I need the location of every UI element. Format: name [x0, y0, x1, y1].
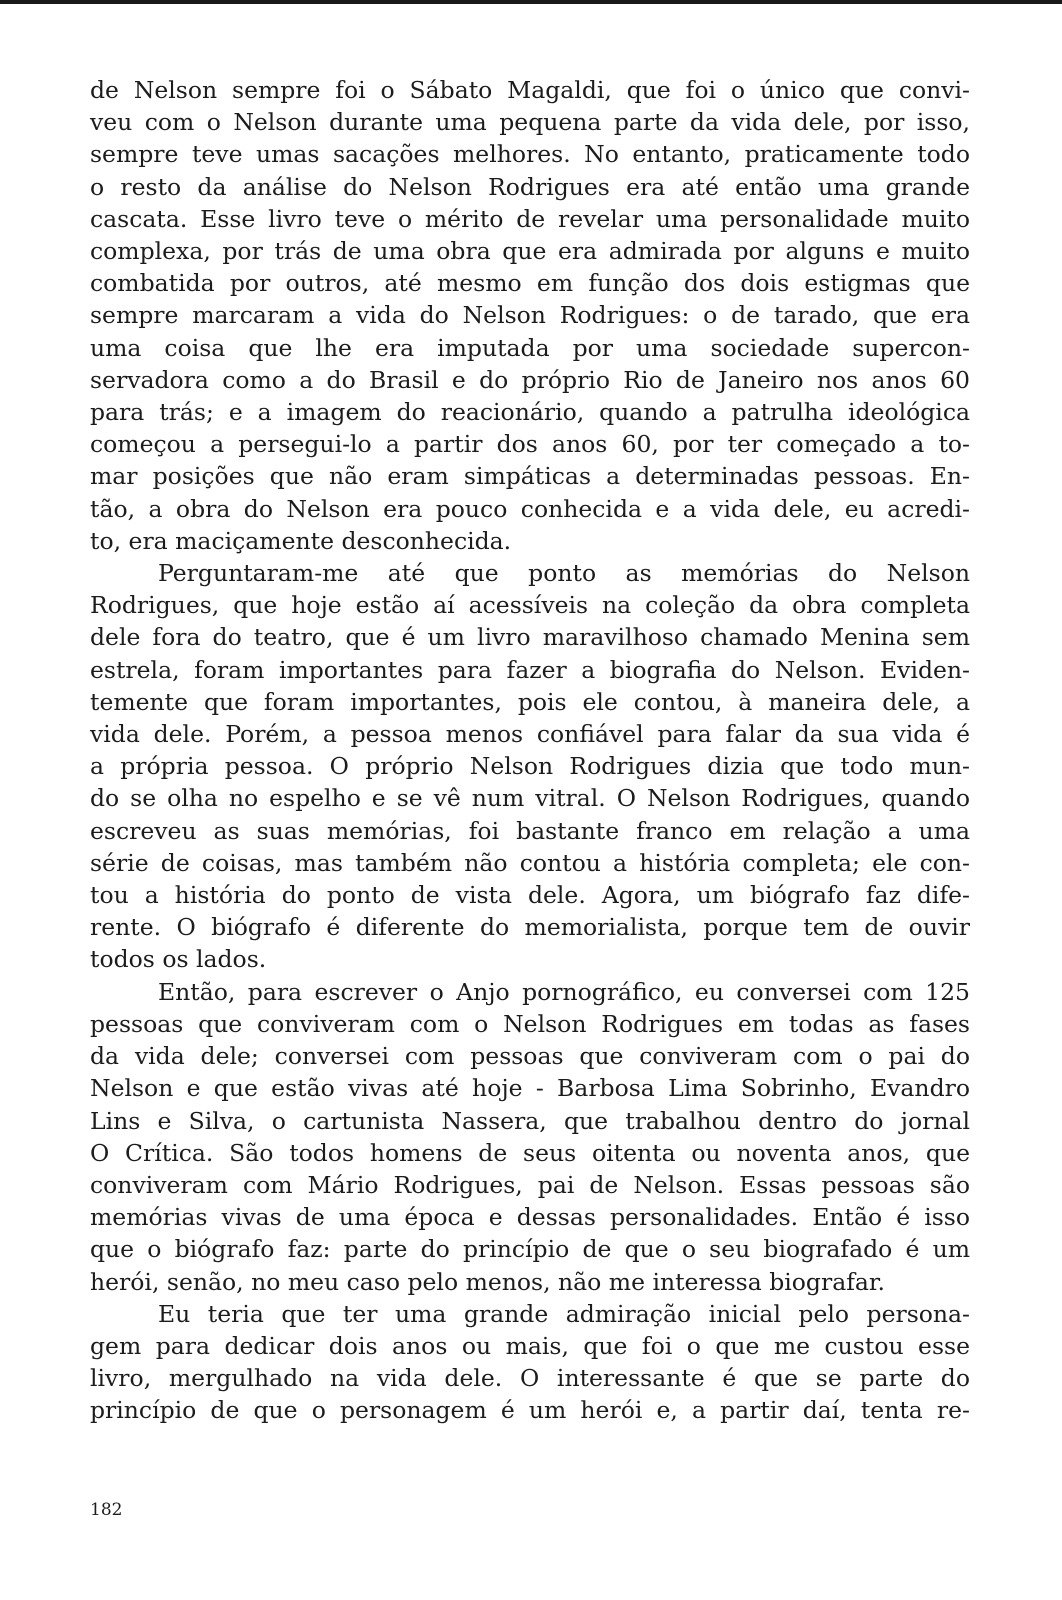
text-line: sempre marcaram a vida do Nelson Rodrigues: o de tarado, que era [90, 301, 970, 330]
text-line: conviveram com Mário Rodrigues, pai de Nelson. Essas pessoas são [90, 1170, 970, 1199]
paragraph-2 [90, 557, 970, 976]
text-line: começou a persegui-lo a partir dos anos 60, por ter começado a to- [90, 430, 970, 459]
paragraph-3 [90, 976, 970, 1298]
text-line: tão, a obra do Nelson era pouco conhecida e a vida dele, eu acredi- [90, 494, 970, 523]
text-line: herói, senão, no meu caso pelo menos, não me interessa biografar. [90, 1267, 886, 1296]
text-line: cascata. Esse livro teve o mérito de revelar uma personalidade muito [90, 204, 970, 233]
text-line: O Crítica. São todos homens de seus oitenta ou noventa anos, que [90, 1138, 970, 1167]
text-line: série de coisas, mas também não contou a história completa; ele con- [90, 848, 970, 877]
text-line: escreveu as suas memórias, foi bastante franco em relação a uma [90, 816, 970, 845]
text-line: Nelson e que estão vivas até hoje - Barbosa Lima Sobrinho, Evandro [90, 1074, 970, 1103]
page-number: 182 [90, 1500, 123, 1520]
text-line: complexa, por trás de uma obra que era admirada por alguns e muito [90, 237, 970, 266]
text-line: Rodrigues, que hoje estão aí acessíveis na coleção da obra completa [90, 591, 970, 620]
text-line: uma coisa que lhe era imputada por uma sociedade supercon- [90, 333, 970, 362]
text-line: da vida dele; conversei com pessoas que conviveram com o pai do [90, 1042, 970, 1071]
scan-top-edge [0, 0, 1062, 4]
text-line: rente. O biógrafo é diferente do memorialista, porque tem de ouvir [90, 913, 970, 942]
text-line: dele fora do teatro, que é um livro maravilhoso chamado Menina sem [90, 623, 970, 652]
text-line: memórias vivas de uma época e dessas personalidades. Então é isso [90, 1203, 970, 1232]
text-line: veu com o Nelson durante uma pequena parte da vida dele, por isso, [90, 108, 970, 137]
text-line: para trás; e a imagem do reacionário, quando a patrulha ideológica [90, 398, 970, 427]
text-line: pessoas que conviveram com o Nelson Rodrigues em todas as fases [90, 1009, 970, 1038]
text-line: de Nelson sempre foi o Sábato Magaldi, que foi o único que convi- [90, 76, 970, 104]
text-line: combatida por outros, até mesmo em função dos dois estigmas que [90, 269, 970, 298]
text-line: Eu teria que ter uma grande admiração inicial pelo persona- [158, 1299, 970, 1328]
paragraph-4 [90, 1298, 970, 1427]
text-line: Perguntaram-me até que ponto as memórias do Nelson [158, 559, 970, 588]
text-line: vida dele. Porém, a pessoa menos confiável para falar da sua vida é [90, 720, 970, 749]
text-line: Então, para escrever o Anjo pornográfico, eu conversei com 125 [158, 977, 970, 1006]
text-line: estrela, foram importantes para fazer a biografia do Nelson. Eviden- [90, 655, 970, 684]
text-line: o resto da análise do Nelson Rodrigues era até então uma grande [90, 172, 970, 201]
text-line: livro, mergulhado na vida dele. O interessante é que se parte do [90, 1364, 970, 1393]
text-line: princípio de que o personagem é um herói e, a partir daí, tenta re- [90, 1396, 970, 1425]
text-line: a própria pessoa. O próprio Nelson Rodrigues dizia que todo mun- [90, 752, 970, 781]
page-body [90, 74, 970, 1427]
text-line: mar posições que não eram simpáticas a determinadas pessoas. En- [90, 462, 970, 491]
text-line: servadora como a do Brasil e do próprio Rio de Janeiro nos anos 60 [90, 365, 970, 394]
paragraph-1 [90, 74, 970, 557]
text-line: que o biógrafo faz: parte do princípio de que o seu biografado é um [90, 1235, 970, 1264]
text-line: Lins e Silva, o cartunista Nassera, que trabalhou dentro do jornal [90, 1106, 970, 1135]
text-line: do se olha no espelho e se vê num vitral. O Nelson Rodrigues, quando [90, 784, 970, 813]
text-line: temente que foram importantes, pois ele contou, à maneira dele, a [90, 687, 970, 716]
text-line: to, era maciçamente desconhecida. [90, 526, 512, 555]
text-line: sempre teve umas sacações melhores. No entanto, praticamente todo [90, 140, 970, 169]
text-line: todos os lados. [90, 945, 267, 974]
text-line: gem para dedicar dois anos ou mais, que foi o que me custou esse [90, 1331, 970, 1360]
text-line: tou a história do ponto de vista dele. Agora, um biógrafo faz dife- [90, 881, 970, 910]
